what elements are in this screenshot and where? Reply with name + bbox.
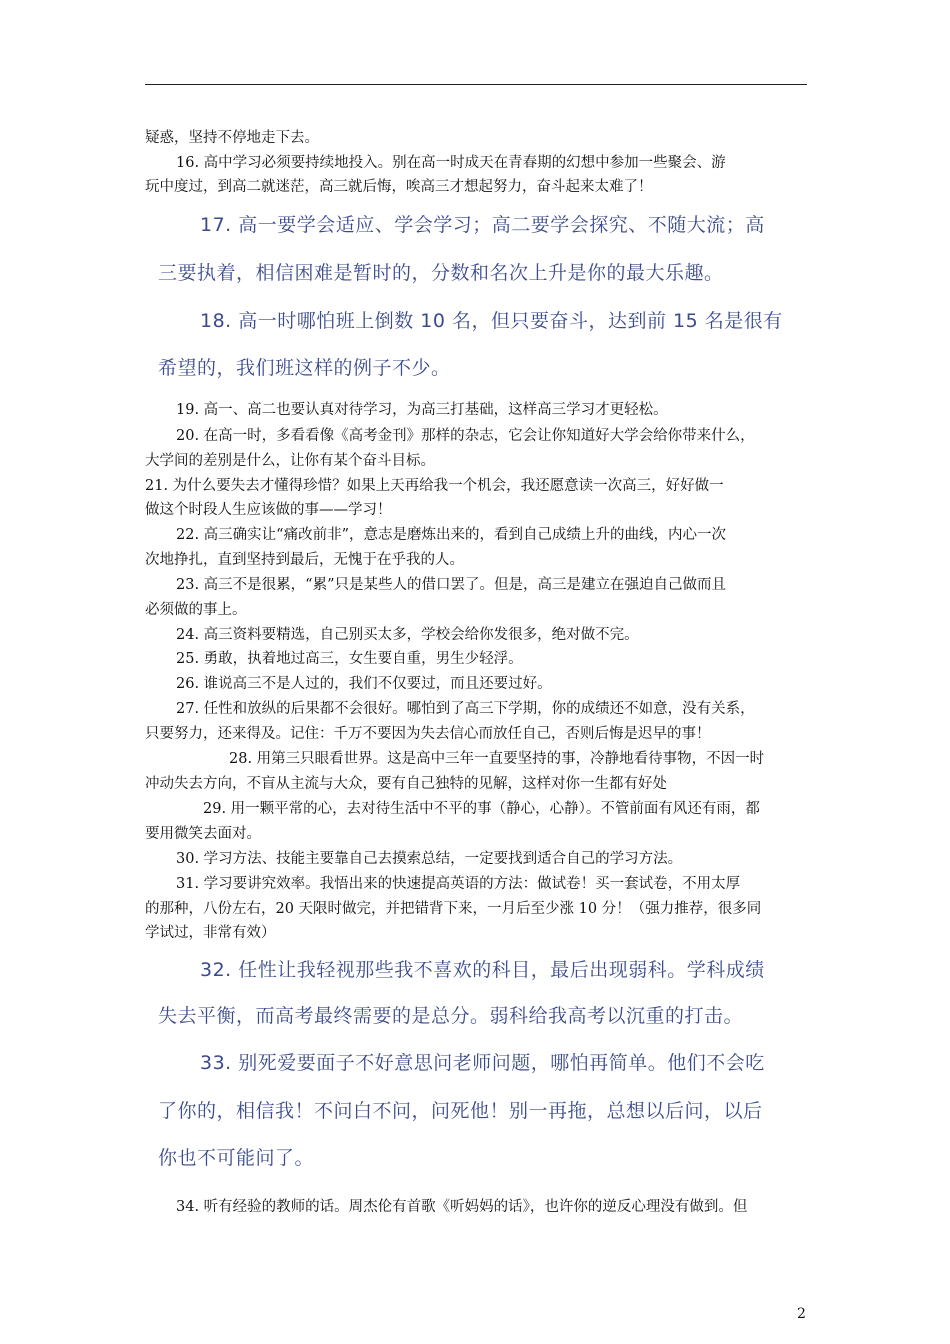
text-line: 22. 高三确实让“痛改前非”，意志是磨炼出来的，看到自己成绩上升的曲线，内心一次 — [176, 527, 726, 543]
highlight-line: 三要执着，相信困难是暂时的，分数和名次上升是你的最大乐趣。 — [158, 262, 724, 284]
text-line: 26. 谁说高三不是人过的，我们不仅要过，而且还要过好。 — [176, 676, 552, 692]
page-number: 2 — [797, 1306, 806, 1322]
text-line: 21. 为什么要失去才懂得珍惜？如果上天再给我一个机会，我还愿意读一次高三，好好做一 — [145, 478, 724, 494]
text-line: 做这个时段人生应该做的事——学习！ — [145, 502, 392, 518]
text-line: 疑惑，坚持不停地走下去。 — [145, 130, 319, 146]
text-line: 16. 高中学习必须要持续地投入。别在高一时成天在青春期的幻想中参加一些聚会、游 — [176, 155, 726, 171]
text-line: 23. 高三不是很累，“累”只是某些人的借口罢了。但是，高三是建立在强迫自己做而且 — [176, 577, 726, 593]
text-line: 学试过，非常有效） — [145, 925, 276, 941]
text-line: 34. 听有经验的教师的话。周杰伦有首歌《听妈妈的话》，也许你的逆反心理没有做到。但 — [176, 1199, 748, 1215]
highlight-line: 17. 高一要学会适应、学会学习；高二要学会探究、不随大流；高 — [200, 214, 765, 236]
text-line: 只要努力，还来得及。记住：千万不要因为失去信心而放任自己，否则后悔是迟早的事！ — [145, 726, 711, 742]
text-line: 28. 用第三只眼看世界。这是高中三年一直要坚持的事，冷静地看待事物，不因一时 — [229, 751, 765, 767]
text-line: 20. 在高一时，多看看像《高考金刊》那样的杂志，它会让你知道好大学会给你带来什么， — [176, 428, 755, 444]
text-line: 19. 高一、高二也要认真对待学习，为高三打基础，这样高三学习才更轻松。 — [176, 402, 668, 418]
text-line: 27. 任性和放纵的后果都不会很好。哪怕到了高三下学期，你的成绩还不如意，没有关系， — [176, 701, 755, 717]
text-line: 29. 用一颗平常的心，去对待生活中不平的事（静心，心静）。不管前面有风还有雨，都 — [203, 801, 760, 817]
text-line: 30. 学习方法、技能主要靠自己去摸索总结，一定要找到适合自己的学习方法。 — [176, 851, 683, 867]
text-line: 24. 高三资料要精选，自己别买太多，学校会给你发很多，绝对做不完。 — [176, 627, 639, 643]
text-line: 的那种，八份左右，20 天限时做完，并把错背下来，一月后至少涨 10 分！（强力推荐，很多同 — [145, 901, 762, 917]
highlight-line: 33. 别死爱要面子不好意思问老师问题，哪怕再简单。他们不会吃 — [200, 1052, 765, 1074]
text-line: 31. 学习要讲究效率。我悟出来的快速提高英语的方法：做试卷！买一套试卷，不用太厚 — [176, 876, 741, 892]
text-line: 玩中度过，到高二就迷茫，高三就后悔，唉高三才想起努力，奋斗起来太难了！ — [145, 179, 653, 195]
text-line: 大学间的差别是什么，让你有某个奋斗目标。 — [145, 453, 435, 469]
highlight-line: 18. 高一时哪怕班上倒数 10 名，但只要奋斗，达到前 15 名是很有 — [200, 310, 783, 332]
highlight-line: 32. 任性让我轻视那些我不喜欢的科目，最后出现弱科。学科成绩 — [200, 959, 765, 981]
text-line: 25. 勇敢，执着地过高三，女生要自重，男生少轻浮。 — [176, 651, 523, 667]
header-rule — [145, 84, 807, 85]
highlight-line: 失去平衡，而高考最终需要的是总分。弱科给我高考以沉重的打击。 — [158, 1005, 744, 1027]
highlight-line: 希望的，我们班这样的例子不少。 — [158, 357, 451, 379]
text-line: 要用微笑去面对。 — [145, 826, 261, 842]
text-line: 必须做的事上。 — [145, 602, 247, 618]
text-line: 次地挣扎，直到坚持到最后，无愧于在乎我的人。 — [145, 552, 464, 568]
highlight-line: 你也不可能问了。 — [158, 1147, 315, 1169]
text-line: 冲动失去方向，不盲从主流与大众，要有自己独特的见解，这样对你一生都有好处 — [145, 776, 667, 792]
highlight-line: 了你的，相信我！不问白不问，问死他！别一再拖，总想以后问，以后 — [158, 1100, 763, 1122]
